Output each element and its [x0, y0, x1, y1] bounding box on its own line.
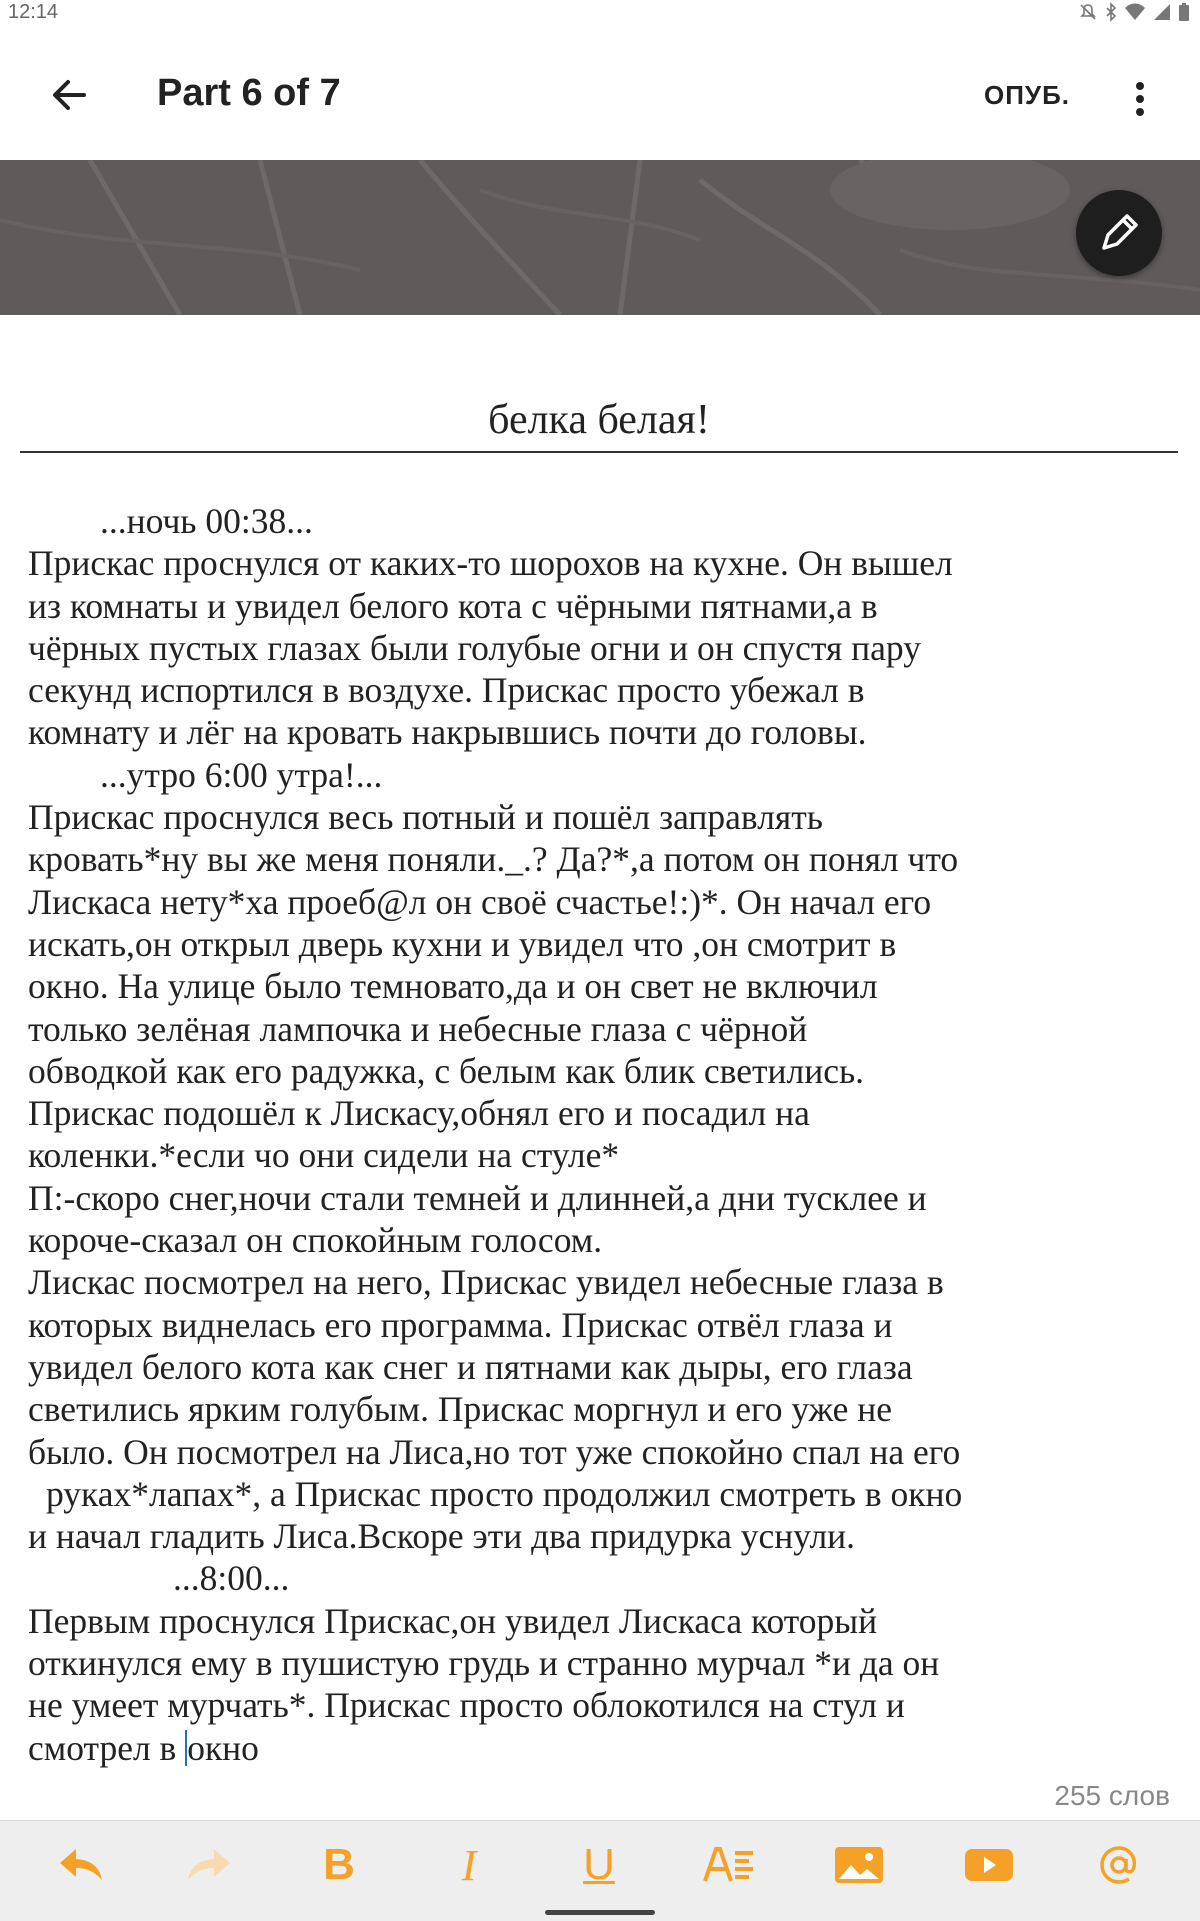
story-line: руках*лапах*, а Прискас просто продолжил смотреть в окно: [46, 1473, 963, 1514]
cover-image: [0, 160, 1200, 315]
story-line: искать,он открыл дверь кухни и увидел что ,он смотрит в: [28, 923, 897, 964]
story-line: светились ярким голубым. Прискас моргнул и его уже не: [28, 1389, 893, 1430]
gesture-home-bar[interactable]: [545, 1910, 655, 1915]
undo-button[interactable]: [48, 1837, 114, 1893]
status-icons: [1078, 2, 1190, 27]
publish-button[interactable]: ОПУБ.: [984, 80, 1070, 110]
part-title: Part 6 of 7: [157, 72, 341, 114]
story-line: окно. На улице было темновато,да и он свет не включил: [28, 966, 878, 1007]
title-divider: [20, 451, 1178, 453]
word-count: 255 слов: [1054, 1780, 1170, 1811]
bluetooth-icon: [1104, 2, 1118, 27]
story-line: ...утро 6:00 утра!...: [100, 754, 383, 795]
story-text-before-cursor: смотрел в: [28, 1727, 186, 1768]
image-icon: [833, 1845, 885, 1885]
story-line: Прискас проснулся от каких-то шорохов на кухне. Он вышел: [28, 543, 953, 584]
story-line: Прискас проснулся весь потный и пошёл заправлять: [28, 797, 823, 838]
story-line: Первым проснулся Прискас,он увидел Лискаса который: [28, 1600, 878, 1641]
story-line: было. Он посмотрел на Лиса,но тот уже спокойно спал на его: [28, 1431, 961, 1472]
battery-icon: [1178, 2, 1190, 27]
signal-icon: [1152, 2, 1172, 27]
story-line: коленки.*если чо они сидели на стуле*: [28, 1135, 620, 1176]
redo-icon: [182, 1843, 236, 1887]
wifi-icon: [1124, 2, 1146, 27]
redo-button[interactable]: [176, 1837, 242, 1893]
text-align-button[interactable]: [696, 1837, 762, 1893]
italic-button[interactable]: [436, 1837, 502, 1893]
story-line: увидел белого кота как снег и пятнами как дыры, его глаза: [28, 1346, 913, 1387]
story-line: откинулся ему в пушистую грудь и странно мурчал *и да он: [28, 1643, 940, 1684]
more-options-button[interactable]: [1118, 74, 1162, 124]
story-line: из комнаты и увидел белого кота с чёрными пятнами,а в: [28, 585, 878, 626]
mute-icon: [1078, 2, 1098, 27]
formatting-toolbar: [0, 1820, 1200, 1921]
story-line: обводкой как его радужка, с белым как блик светились.: [28, 1050, 865, 1091]
italic-icon: I: [461, 1840, 477, 1890]
more-vert-icon: [1118, 74, 1162, 124]
mention-button[interactable]: [1086, 1837, 1152, 1893]
text-format-icon: [701, 1843, 757, 1887]
bold-button[interactable]: [306, 1837, 372, 1893]
story-line: ...8:00...: [173, 1558, 290, 1599]
chapter-title[interactable]: белка белая!: [488, 397, 710, 443]
story-line: и начал гладить Лиса.Вскоре эти два придурка уснули.: [28, 1516, 856, 1557]
story-line: ...ночь 00:38...: [100, 501, 313, 541]
undo-icon: [54, 1843, 108, 1887]
story-line: секунд испортился в воздухе. Прискас просто убежал в: [28, 670, 865, 711]
story-line: не умеет мурчать*. Прискас просто облокотился на стул и: [28, 1685, 905, 1726]
story-editor[interactable]: [28, 500, 1188, 1769]
story-line: Прискас подошёл к Лискасу,обнял его и посадил на: [28, 1093, 810, 1134]
story-line: П:-скоро снег,ночи стали темней и длинней,а дни тусклее и: [28, 1177, 927, 1218]
story-line-last: [28, 1727, 1188, 1769]
story-line: короче-сказал он спокойным голосом.: [28, 1220, 603, 1261]
app-bar: [0, 30, 1200, 160]
pencil-icon: [1076, 190, 1162, 276]
insert-video-button[interactable]: [956, 1837, 1022, 1893]
back-button[interactable]: [44, 70, 94, 120]
story-line: кровать*ну вы же меня поняли._.? Да?*,а потом он понял что: [28, 839, 959, 880]
story-line: комнату и лёг на кровать накрывшись почти до головы.: [28, 712, 867, 753]
underline-button[interactable]: [566, 1837, 632, 1893]
story-line: чёрных пустых глазах были голубые огни и он спустя пару: [28, 627, 921, 668]
insert-image-button[interactable]: [826, 1837, 892, 1893]
underline-icon: U: [583, 1840, 615, 1889]
story-line: Лискас посмотрел на него, Прискас увидел небесные глаза в: [28, 1262, 944, 1303]
at-sign-icon: [1097, 1843, 1141, 1887]
cover-banner: [0, 160, 1200, 315]
edit-cover-button[interactable]: [1076, 190, 1162, 276]
status-bar: [0, 0, 1200, 30]
story-line: Лискаса нету*ха проеб@л он своё счастье!:)*. Он начал его: [28, 881, 932, 922]
video-icon: [963, 1845, 1015, 1885]
bold-icon: B: [323, 1840, 355, 1889]
status-time: 12:14: [8, 1, 59, 23]
story-line: только зелёная лампочка и небесные глаза с чёрной: [28, 1008, 808, 1049]
arrow-back-icon: [44, 70, 94, 120]
story-line: которых виднелась его программа. Прискас отвёл глаза и: [28, 1304, 893, 1345]
story-text-after-cursor: окно: [187, 1727, 259, 1768]
